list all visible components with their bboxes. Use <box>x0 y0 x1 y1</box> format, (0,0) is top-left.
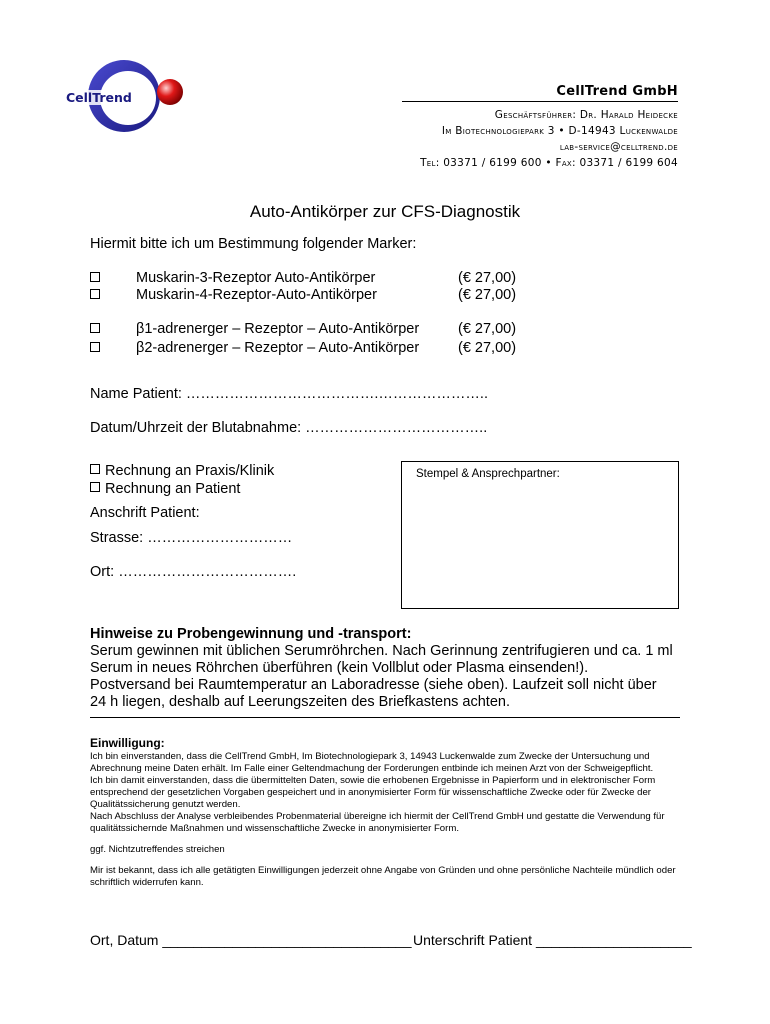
billing-praxis-label: Rechnung an Praxis/Klinik <box>105 463 275 479</box>
company-email[interactable]: lab-service@celltrend.de <box>559 141 678 153</box>
billing-patient-checkbox[interactable] <box>90 482 100 492</box>
company-phone-fax: Tel: 03371 / 6199 600 • Fax: 03371 / 6199 604 <box>420 157 678 169</box>
consent-heading: Einwilligung: <box>90 736 165 750</box>
marker-price: (€ 27,00) <box>458 287 517 303</box>
marker-price: (€ 27,00) <box>458 270 517 286</box>
sample-notes <box>90 626 690 711</box>
sample-notes-line: 24 h liegen, deshalb auf Leerungszeiten des Briefkastens achten. <box>90 694 510 710</box>
company-name: CellTrend GmbH <box>556 84 678 99</box>
billing-patient-label: Rechnung an Patient <box>105 481 241 497</box>
celltrend-logo <box>62 56 192 136</box>
consent-paragraph: Ich bin einverstanden, dass die CellTrend GmbH, Im Biotechnologiepark 3, 14943 Luckenwalde zum Zwecke der Untersuchung und Abrechnung meine Daten erhält. Im Falle einer Geltendmachung der Forderungen entbinde ich meinen Arzt von der Schweigepflicht. <box>90 751 654 774</box>
consent-paragraph: Ich bin damit einverstanden, dass die übermittelten Daten, sowie die erhobenen Ergebnisse in Papierform und in elektronischer Form entsprechend der gesetzlichen Vorgaben gespeichert und in anonymisierter Form für wissenschaftliche Zwecke oder für Zwecke der Qualitätssicherung genutzt werden. <box>90 775 656 810</box>
consent-section <box>90 737 690 889</box>
name-patient-field[interactable]: Name Patient: ………………………………….………………….. <box>90 386 488 402</box>
billing-praxis-option[interactable] <box>90 463 274 479</box>
marker-price: (€ 27,00) <box>458 321 517 337</box>
company-header <box>420 84 678 169</box>
stamp-label: Stempel & Ansprechpartner: <box>416 468 560 480</box>
section-divider <box>90 717 680 718</box>
intro-text: Hiermit bitte ich um Bestimmung folgender Marker: <box>90 236 417 252</box>
patient-signature-field[interactable]: Unterschrift Patient ____________________ <box>413 932 692 948</box>
sample-notes-line: Serum gewinnen mit üblichen Serumröhrchen. Nach Gerinnung zentrifugieren und ca. 1 ml <box>90 643 673 659</box>
marker-checkbox[interactable] <box>90 323 100 333</box>
place-date-field[interactable]: Ort, Datum ________________________________ <box>90 932 412 948</box>
consent-paragraph: Nach Abschluss der Analyse verbleibendes Probenmaterial übereigne ich hiermit der CellTrend GmbH und gestatte die Verwendung für qualitätssichernde Maßnahmen und wissenschaftliche Zwecke in anonymisierter Form. <box>90 811 665 834</box>
marker-checkbox[interactable] <box>90 272 100 282</box>
stamp-box[interactable] <box>401 461 679 609</box>
address-heading: Anschrift Patient: <box>90 505 200 521</box>
company-address: Im Biotechnologiepark 3 • D-14943 Luckenwalde <box>441 125 678 137</box>
sample-notes-heading: Hinweise zu Probengewinnung und -transport: <box>90 626 412 642</box>
city-field[interactable]: Ort: ………………………………. <box>90 564 297 580</box>
marker-checkbox[interactable] <box>90 289 100 299</box>
consent-strike-note: ggf. Nichtzutreffendes streichen <box>90 844 225 855</box>
sample-notes-line: Postversand bei Raumtemperatur an Laboradresse (siehe oben). Laufzeit soll nicht über <box>90 677 657 693</box>
marker-label: β1-adrenerger – Rezeptor – Auto-Antikörper <box>136 321 420 337</box>
marker-checkbox[interactable] <box>90 342 100 352</box>
header-divider <box>402 101 678 102</box>
billing-praxis-checkbox[interactable] <box>90 464 100 474</box>
form-title: Auto-Antikörper zur CFS-Diagnostik <box>249 202 521 221</box>
logo-text: CellTrend <box>66 90 132 105</box>
consent-revocation: Mir ist bekannt, dass ich alle getätigten Einwilligungen jederzeit ohne Angabe von Gründen und ohne persönliche Nachteile mündlich oder schriftlich widerrufen kann. <box>90 865 676 888</box>
company-director: Geschäftsführer: Dr. Harald Heidecke <box>494 109 678 121</box>
blood-draw-datetime-field[interactable]: Datum/Uhrzeit der Blutabnahme: ……………………………….. <box>90 420 488 436</box>
street-field[interactable]: Strasse: ………………………… <box>90 530 293 546</box>
marker-label: β2-adrenerger – Rezeptor – Auto-Antikörper <box>136 340 420 356</box>
marker-label: Muskarin-3-Rezeptor Auto-Antikörper <box>136 270 376 286</box>
billing-patient-option[interactable] <box>90 481 240 497</box>
sample-notes-line: Serum in neues Röhrchen überführen (kein Vollblut oder Plasma einsenden!). <box>90 660 589 676</box>
marker-label: Muskarin-4-Rezeptor-Auto-Antikörper <box>136 287 377 303</box>
marker-price: (€ 27,00) <box>458 340 517 356</box>
